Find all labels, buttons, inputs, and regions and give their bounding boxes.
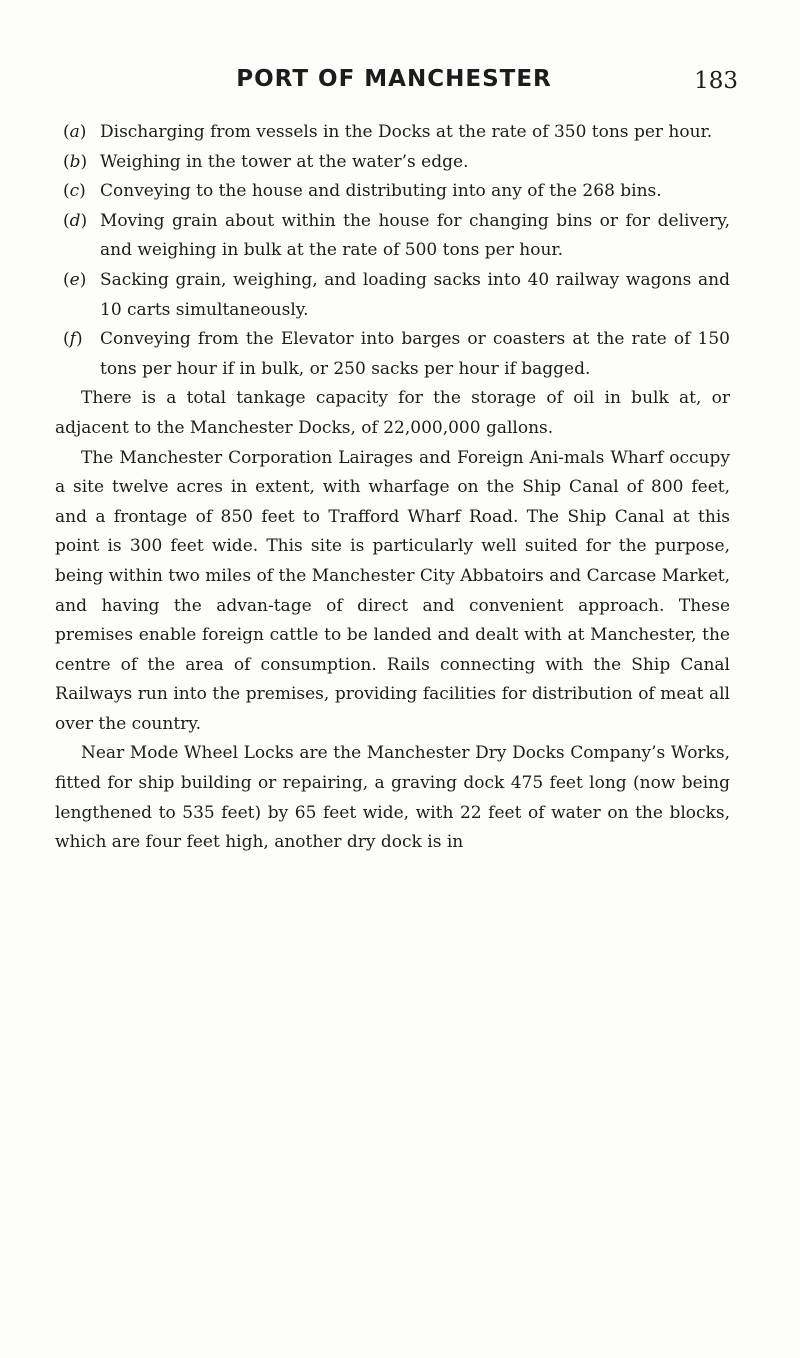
list-marker: (d) [63,210,88,231]
list-marker: (e) [63,269,87,290]
list-item-f [55,325,730,384]
list-item-d [55,207,730,266]
list-marker: (a) [63,122,87,142]
list-item-text: Moving grain about within the house for changing bins or for delivery, and weighing in bulk at the rate of 500 tons per hour. [100,210,730,261]
list-item-text: Conveying from the Elevator into barges or coasters at the rate of 150 tons per hour if in bulk, or 250 sacks per hour if bagged. [100,329,730,379]
paragraph-lairages: The Manchester Corporation Lairages and Foreign Ani-mals Wharf occupy a site twelve acres in extent, with wharfage on the Ship Canal of 800 feet, and a frontage of 850 feet to Trafford Wharf Road. The Ship Canal at this point is 300 feet wide. This site is particularly well suited for the purpose, being within two miles of the Manchester City Abbatoirs and Carcase Market, and having the advan-tage of direct and convenient approach. These premises enable foreign cattle to be landed and dealt with at Manchester, the centre of the area of consumption. Rails connecting with the Ship Canal Railways run into the premises, providing facilities for distribution of meat all over the country. [55,447,730,734]
list-item-text: Weighing in the tower at the water’s edge. [100,151,469,172]
list-marker: (b) [63,151,88,172]
list-item-text: Conveying to the house and distributing into any of the 268 bins. [100,181,662,202]
list-item-text: Sacking grain, weighing, and loading sacks into 40 railway wagons and 10 carts simultaneously. [100,269,730,320]
list-item-a [55,118,730,148]
page-title: PORT OF MANCHESTER [236,66,552,92]
list-item-text: Discharging from vessels in the Docks at the rate of 350 tons per hour. [100,122,713,142]
paragraph-oil-tankage: There is a total tankage capacity for the storage of oil in bulk at, or adjacent to the Manchester Docks, of 22,000,000 gallons. [55,388,730,438]
list-item-b [55,148,730,178]
list-item-e [55,266,730,325]
body-text [55,118,730,858]
page-number: 183 [694,68,738,94]
paragraph-dry-docks: Near Mode Wheel Locks are the Manchester Dry Docks Company’s Works, fitted for ship building or repairing, a graving dock 475 feet long (now being lengthened to 535 feet) by 65 feet wide, with 22 feet of water on the blocks, which are four feet high, another dry dock is in [55,743,730,853]
list-marker: (c) [63,181,86,202]
list-marker: (f) [63,329,83,350]
running-head [0,62,800,98]
list-item-c [55,177,730,207]
